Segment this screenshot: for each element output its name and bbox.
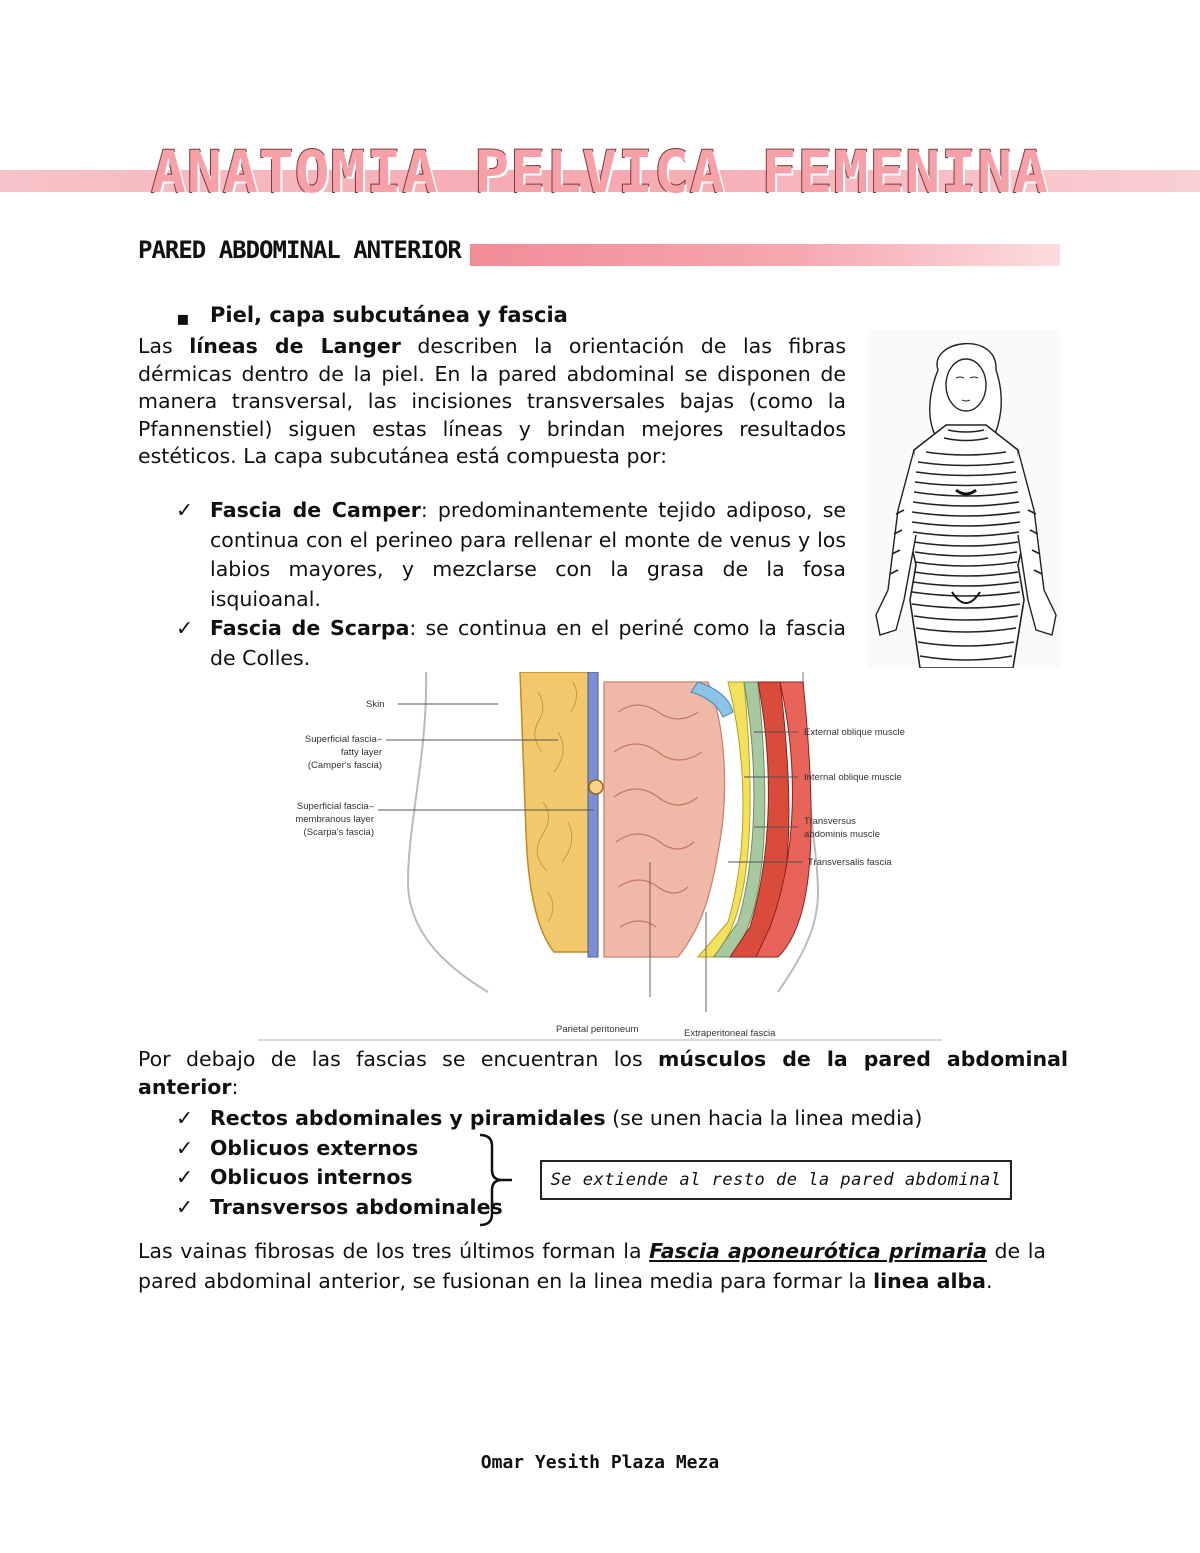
check-icon: ✓: [176, 1106, 194, 1130]
list-item: ✓ Transversos abdominales: [176, 1193, 936, 1223]
label-extraperitoneal: Extraperitoneal fascia: [684, 1028, 776, 1039]
check-icon: ✓: [176, 1165, 194, 1189]
label-transversus-1: Transversus: [804, 816, 856, 827]
check-icon: ✓: [176, 1194, 194, 1219]
paragraph-langer: Las líneas de Langer describen la orientación de las fibras dérmicas dentro de la piel. En la pared abdominal se disponen de manera transversal, las incisiones transversales bajas (como la Pfannenstiel) siguen estas líneas y brindan mejores resultados estéticos. La capa subcutánea está compuesta por:: [138, 334, 846, 468]
label-parietal-peritoneum: Parietal peritoneum: [556, 1024, 639, 1035]
check-icon: ✓: [176, 1135, 194, 1160]
list-item: ✓ Oblicuos externos: [176, 1134, 936, 1164]
label-camper-1: Superficial fascia–: [304, 734, 382, 745]
label-scarpa-1: Superficial fascia–: [296, 801, 374, 812]
list-item: ✓ Rectos abdominales y piramidales (se unen hacia la linea media): [176, 1104, 936, 1134]
term-fascia-aponeurotica: Fascia aponeurótica primaria: [649, 1239, 987, 1263]
term-langer: líneas de Langer: [189, 334, 401, 358]
paragraph-fascia-primaria: Las vainas fibrosas de los tres últimos forman la Fascia aponeurótica primaria de la pared abdominal anterior, se fusionan en la linea media para formar la linea alba.: [138, 1239, 1046, 1293]
paragraph-muscles-intro: Por debajo de las fascias se encuentran los músculos de la pared abdominal anterior:: [138, 1047, 1068, 1099]
callout-box: Se extiende al resto de la pared abdominal: [540, 1160, 1012, 1200]
label-camper-2: fatty layer: [340, 747, 382, 758]
term-linea-alba: linea alba: [873, 1269, 986, 1293]
label-scarpa-2: membranous layer: [295, 814, 374, 825]
label-internal-oblique: Internal oblique muscle: [804, 772, 902, 783]
author-footer: Omar Yesith Plaza Meza: [480, 1452, 720, 1473]
list-item: ✓ Oblicuos internos: [176, 1163, 936, 1193]
brace-icon: [476, 1132, 516, 1228]
label-external-oblique: External oblique muscle: [804, 727, 905, 738]
list-item: ✓ Fascia de Scarpa: se continua en el periné como la fascia de Colles.: [176, 616, 846, 670]
abdominal-wall-figure: [258, 672, 942, 1042]
list-item: ✓ Fascia de Camper: predominantemente tejido adiposo, se continua con el perineo para rellenar el monte de venus y los labios mayores, y mezclarse con la grasa de la fosa isquioanal.: [176, 498, 846, 611]
label-transversalis: Transversalis fascia: [808, 857, 892, 868]
fascia-list: [176, 496, 846, 673]
page-title: ANATOMIA PELVICA FEMENINA: [151, 138, 1049, 206]
section-decor-bar: [470, 244, 1060, 266]
label-camper-3: (Camper's fascia): [307, 760, 382, 771]
langer-lines-figure: [868, 330, 1060, 668]
label-scarpa-3: (Scarpa's fascia): [303, 827, 374, 838]
subsection-title: Piel, capa subcutánea y fascia: [210, 303, 568, 327]
square-bullet-icon: ▪: [176, 306, 190, 330]
section-title: PARED ABDOMINAL ANTERIOR: [138, 236, 461, 264]
label-skin: Skin: [366, 699, 385, 710]
check-icon: ✓: [176, 498, 194, 522]
label-transversus-2: abdominis muscle: [804, 829, 881, 840]
check-icon: ✓: [176, 616, 194, 640]
